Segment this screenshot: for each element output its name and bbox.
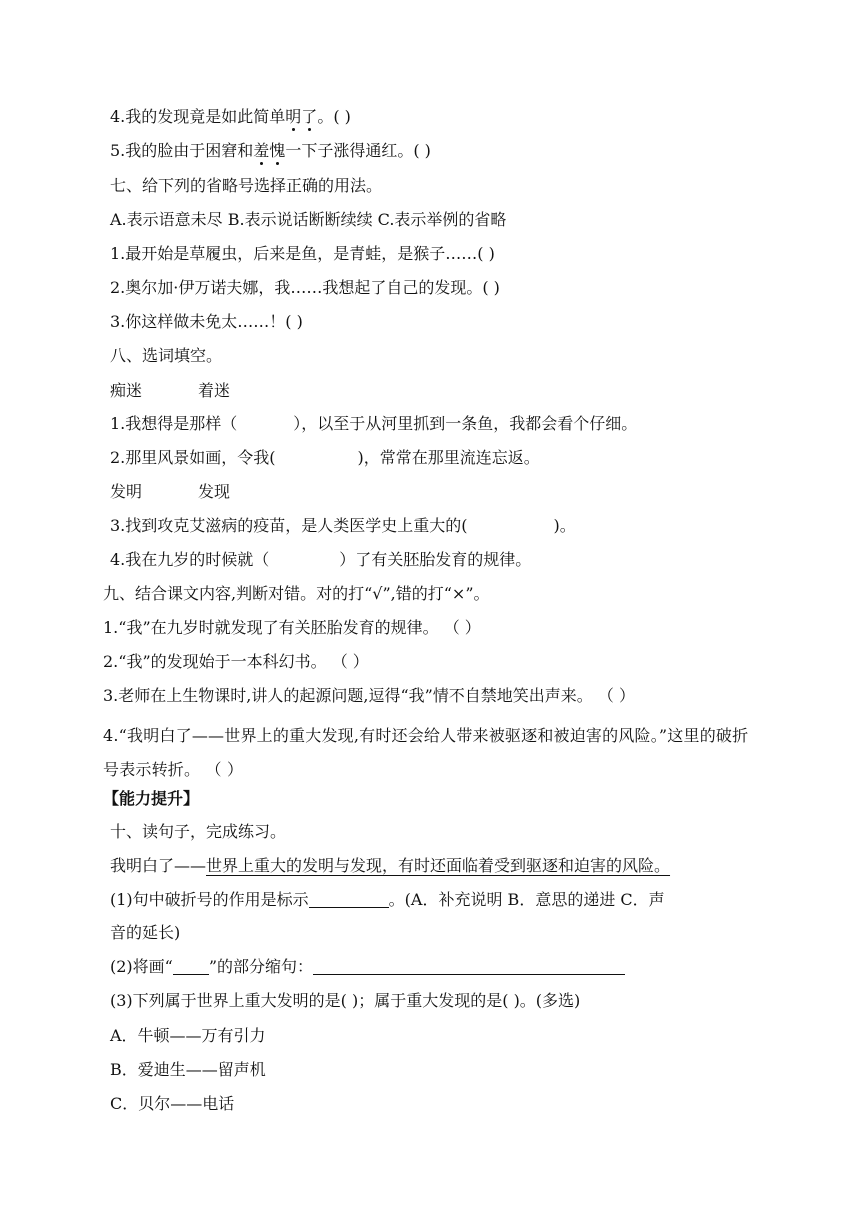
- q-text: 1.我想得是那样（: [110, 414, 238, 433]
- sec8-question-4: [110, 549, 531, 571]
- dotted-char: 明: [285, 107, 302, 126]
- sec10-sentence: [110, 855, 670, 877]
- q-text: 。(A．补充说明 B．意思的递进 C．声: [388, 890, 665, 909]
- q-text: )，常常在那里流连忘返。: [357, 448, 540, 467]
- sec10-option-a: A．牛顿——万有引力: [110, 1026, 266, 1045]
- sec6-question-4: [110, 106, 351, 128]
- sec8-question-1: [110, 413, 637, 435]
- q-text: ）了有关胚胎发育的规律。: [339, 550, 532, 569]
- sec9-question-1: 1.“我”在九岁时就发现了有关胚胎发育的规律。 （ ）: [103, 618, 481, 637]
- sec10-option-b: B．爱迪生——留声机: [110, 1060, 266, 1079]
- dotted-char: 了: [301, 107, 318, 126]
- sec10-question-1-line-1: [110, 889, 665, 911]
- q-text: (2)将画“: [110, 957, 173, 976]
- q-text: )。: [553, 516, 576, 535]
- q-text: (1)句中破折号的作用是标示: [110, 890, 309, 909]
- sec8-question-3: [110, 515, 576, 537]
- sec8-word-pair-1: [110, 380, 230, 402]
- answer-blank[interactable]: [313, 958, 625, 975]
- sec6-question-5: [110, 140, 431, 162]
- q-text: 3.找到攻克艾滋病的疫苗，是人类医学史上重大的(: [110, 516, 468, 535]
- sec7-question-3: 3.你这样做未免太……！( ): [110, 312, 303, 331]
- word-option: 发现: [198, 482, 231, 501]
- dotted-char: 愧: [269, 141, 286, 160]
- q-text: 一下子涨得通红。( ): [285, 141, 431, 160]
- underline-marker: [173, 958, 209, 975]
- word-option: 发明: [110, 482, 143, 501]
- sec7-title: 七、给下列的省略号选择正确的用法。: [110, 176, 383, 195]
- sec7-question-1: 1.最开始是草履虫，后来是鱼，是青蛙，是猴子……( ): [110, 244, 495, 263]
- q-text: ），以至于从河里抓到一条鱼，我都会看个仔细。: [293, 414, 638, 433]
- q-text: 2.那里风景如画，令我(: [110, 448, 276, 467]
- sec9-question-4: 4.“我明白了——世界上的重大发现,有时还会给人带来被驱逐和被迫害的风险。”这里的破折号表示转折。 （ ）: [103, 726, 749, 779]
- sec9-question-2: 2.“我”的发现始于一本科幻书。 （ ）: [103, 652, 369, 671]
- sec10-title: 十、读句子，完成练习。: [110, 822, 287, 841]
- sec10-question-1-line-2: 音的延长): [110, 923, 181, 942]
- q-text: 5.我的脸由于困窘和: [110, 141, 254, 160]
- sec8-title: 八、选词填空。: [110, 346, 223, 365]
- dotted-char: 羞: [253, 141, 270, 160]
- sentence-lead: 我明白了——: [110, 856, 207, 875]
- underlined-sentence: 世界上重大的发明与发现，有时还面临着受到驱逐和迫害的风险。: [206, 856, 671, 875]
- q-text: 4.我的发现竟是如此简单: [110, 107, 286, 126]
- sec7-options: A.表示语意未尽 B.表示说话断断续续 C.表示举例的省略: [110, 210, 507, 229]
- sec10-question-2: [110, 956, 625, 978]
- sec10-question-3: (3)下列属于世界上重大发明的是( )；属于重大发现的是( )。(多选): [110, 991, 581, 1010]
- q-text: 4.我在九岁的时候就（: [110, 550, 270, 569]
- sec7-question-2: 2.奥尔加·伊万诺夫娜，我……我想起了自己的发现。( ): [110, 278, 500, 297]
- sec9-question-3: 3.老师在上生物课时,讲人的起源问题,逗得“我”情不自禁地笑出声来。 （ ）: [103, 686, 635, 705]
- sec8-question-2: [110, 447, 540, 469]
- sec10-option-c: C．贝尔——电话: [110, 1094, 235, 1113]
- answer-blank[interactable]: [309, 891, 389, 908]
- ability-heading: 【能力提升】: [103, 789, 200, 808]
- word-option: 痴迷: [110, 381, 143, 400]
- sec8-word-pair-2: [110, 481, 230, 503]
- sec9-title: 九、结合课文内容,判断对错。对的打“√”,错的打“×”。: [103, 584, 490, 603]
- q-text: ”的部分缩句：: [208, 957, 314, 976]
- q-text: 。( ): [317, 107, 351, 126]
- word-option: 着迷: [198, 381, 231, 400]
